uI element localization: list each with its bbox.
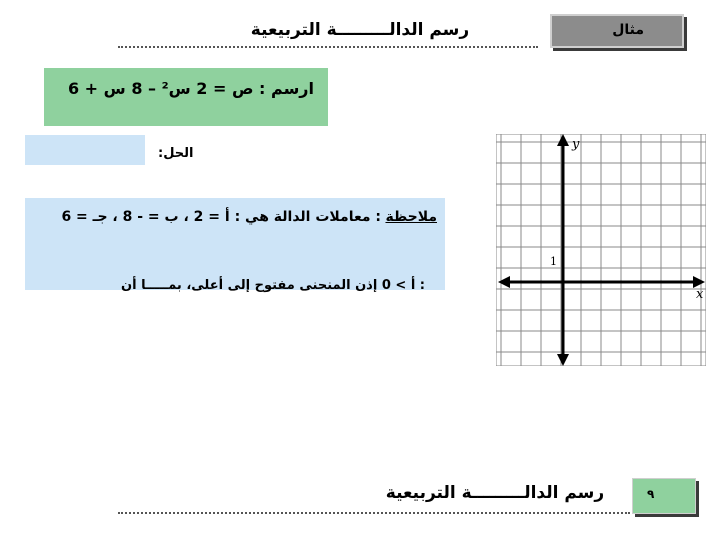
note-conclusion: : أ > 0 إذن المنحنى مفتوح إلى أعلى، بمـــــا أن	[121, 278, 425, 293]
solution-box[interactable]	[25, 135, 145, 165]
note-box	[25, 198, 445, 293]
note-coefficients	[29, 206, 437, 228]
page-number: ٩	[647, 487, 655, 501]
tick-label-one: 1	[550, 255, 557, 268]
task-text: ارسم : ص = 2 س² – 8 س + 6	[67, 79, 314, 98]
page-number-box[interactable]	[632, 478, 696, 514]
example-button-label: مثال	[612, 22, 644, 38]
x-axis-label: x	[696, 287, 704, 302]
page-title: رسم الدالـــــــــة التربيعية	[250, 20, 470, 40]
note-line1-text: : معاملات الدالة هي : أ = 2 ، ب = - 8 ، جـ = 6	[61, 209, 382, 225]
note-keyword: ملاحظة	[385, 209, 437, 225]
bottom-divider	[118, 512, 630, 514]
footer-title: رسم الدالـــــــــة التربيعية	[385, 483, 605, 503]
solution-label: الحل:	[158, 146, 194, 161]
example-button[interactable]	[550, 14, 684, 48]
y-axis-label: y	[572, 137, 580, 152]
coordinate-grid	[496, 134, 706, 366]
top-divider	[118, 46, 538, 48]
task-box	[44, 68, 328, 126]
